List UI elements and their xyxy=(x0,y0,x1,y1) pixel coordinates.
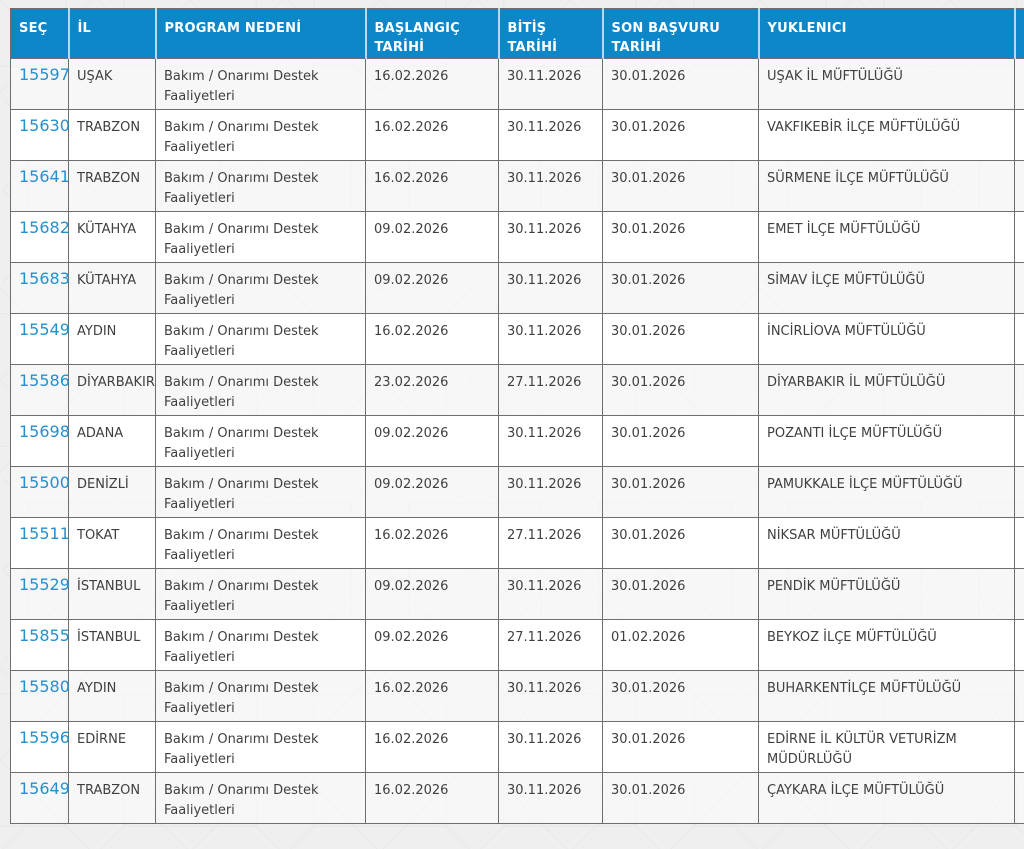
program-cell: Bakım / Onarımı Destek Faaliyetleri xyxy=(156,467,366,518)
extra-cell xyxy=(1015,365,1024,416)
program-cell: Bakım / Onarımı Destek Faaliyetleri xyxy=(156,263,366,314)
sec-cell xyxy=(11,620,69,671)
il-cell: TRABZON xyxy=(69,110,156,161)
yuklenici-cell: SÜRMENE İLÇE MÜFTÜLÜĞÜ xyxy=(759,161,1015,212)
sec-cell xyxy=(11,773,69,824)
il-cell: KÜTAHYA xyxy=(69,263,156,314)
il-cell: DENİZLİ xyxy=(69,467,156,518)
extra-cell xyxy=(1015,467,1024,518)
program-cell: Bakım / Onarımı Destek Faaliyetleri xyxy=(156,518,366,569)
baslangic-cell: 09.02.2026 xyxy=(366,416,499,467)
yuklenici-cell: ÇAYKARA İLÇE MÜFTÜLÜĞÜ xyxy=(759,773,1015,824)
column-header-extra xyxy=(1015,9,1024,59)
yuklenici-cell: BEYKOZ İLÇE MÜFTÜLÜĞÜ xyxy=(759,620,1015,671)
son_basvuru-cell: 30.01.2026 xyxy=(603,467,759,518)
sec-link[interactable]: 15630 xyxy=(19,116,70,135)
extra-cell xyxy=(1015,110,1024,161)
il-cell: AYDIN xyxy=(69,314,156,365)
program-cell: Bakım / Onarımı Destek Faaliyetleri xyxy=(156,416,366,467)
son_basvuru-cell: 30.01.2026 xyxy=(603,722,759,773)
sec-link[interactable]: 15529 xyxy=(19,575,70,594)
sec-link[interactable]: 15698 xyxy=(19,422,70,441)
program-cell: Bakım / Onarımı Destek Faaliyetleri xyxy=(156,110,366,161)
il-cell: TRABZON xyxy=(69,773,156,824)
bitis-cell: 30.11.2026 xyxy=(499,110,603,161)
program-cell: Bakım / Onarımı Destek Faaliyetleri xyxy=(156,569,366,620)
sec-cell xyxy=(11,722,69,773)
table-row xyxy=(11,212,1024,263)
yuklenici-cell: UŞAK İL MÜFTÜLÜĞÜ xyxy=(759,59,1015,110)
column-header-baslangic: BAŞLANGIÇ TARİHİ xyxy=(366,9,499,59)
program-cell: Bakım / Onarımı Destek Faaliyetleri xyxy=(156,722,366,773)
column-header-il: İL xyxy=(69,9,156,59)
sec-link[interactable]: 15641 xyxy=(19,167,70,186)
bitis-cell: 30.11.2026 xyxy=(499,671,603,722)
bitis-cell: 30.11.2026 xyxy=(499,212,603,263)
extra-cell xyxy=(1015,59,1024,110)
table-row xyxy=(11,314,1024,365)
sec-link[interactable]: 15500 xyxy=(19,473,70,492)
extra-cell xyxy=(1015,161,1024,212)
son_basvuru-cell: 30.01.2026 xyxy=(603,773,759,824)
baslangic-cell: 16.02.2026 xyxy=(366,518,499,569)
yuklenici-cell: VAKFIKEBİR İLÇE MÜFTÜLÜĞÜ xyxy=(759,110,1015,161)
bitis-cell: 30.11.2026 xyxy=(499,59,603,110)
bitis-cell: 30.11.2026 xyxy=(499,722,603,773)
table-row xyxy=(11,569,1024,620)
baslangic-cell: 09.02.2026 xyxy=(366,569,499,620)
program-cell: Bakım / Onarımı Destek Faaliyetleri xyxy=(156,620,366,671)
header-row xyxy=(11,9,1024,59)
yuklenici-cell: SİMAV İLÇE MÜFTÜLÜĞÜ xyxy=(759,263,1015,314)
table-row xyxy=(11,518,1024,569)
table-row xyxy=(11,161,1024,212)
baslangic-cell: 09.02.2026 xyxy=(366,467,499,518)
column-header-program: PROGRAM NEDENİ xyxy=(156,9,366,59)
son_basvuru-cell: 30.01.2026 xyxy=(603,671,759,722)
baslangic-cell: 16.02.2026 xyxy=(366,314,499,365)
sec-cell xyxy=(11,263,69,314)
programs-table xyxy=(10,8,1024,824)
il-cell: İSTANBUL xyxy=(69,620,156,671)
il-cell: DİYARBAKIR xyxy=(69,365,156,416)
son_basvuru-cell: 30.01.2026 xyxy=(603,569,759,620)
son_basvuru-cell: 30.01.2026 xyxy=(603,263,759,314)
son_basvuru-cell: 30.01.2026 xyxy=(603,110,759,161)
yuklenici-cell: EMET İLÇE MÜFTÜLÜĞÜ xyxy=(759,212,1015,263)
baslangic-cell: 16.02.2026 xyxy=(366,722,499,773)
sec-link[interactable]: 15580 xyxy=(19,677,70,696)
yuklenici-cell: PENDİK MÜFTÜLÜĞÜ xyxy=(759,569,1015,620)
sec-cell xyxy=(11,314,69,365)
sec-link[interactable]: 15586 xyxy=(19,371,70,390)
sec-link[interactable]: 15683 xyxy=(19,269,70,288)
program-cell: Bakım / Onarımı Destek Faaliyetleri xyxy=(156,365,366,416)
il-cell: ADANA xyxy=(69,416,156,467)
son_basvuru-cell: 30.01.2026 xyxy=(603,161,759,212)
sec-cell xyxy=(11,59,69,110)
il-cell: İSTANBUL xyxy=(69,569,156,620)
sec-link[interactable]: 15511 xyxy=(19,524,70,543)
table-row xyxy=(11,263,1024,314)
table-row xyxy=(11,416,1024,467)
il-cell: TOKAT xyxy=(69,518,156,569)
sec-cell xyxy=(11,212,69,263)
sec-link[interactable]: 15682 xyxy=(19,218,70,237)
table-row xyxy=(11,110,1024,161)
sec-link[interactable]: 15597 xyxy=(19,65,70,84)
sec-link[interactable]: 15549 xyxy=(19,320,70,339)
sec-link[interactable]: 15855 xyxy=(19,626,70,645)
extra-cell xyxy=(1015,416,1024,467)
baslangic-cell: 09.02.2026 xyxy=(366,263,499,314)
yuklenici-cell: EDİRNE İL KÜLTÜR VETURİZM MÜDÜRLÜĞÜ xyxy=(759,722,1015,773)
baslangic-cell: 16.02.2026 xyxy=(366,110,499,161)
sec-cell xyxy=(11,467,69,518)
son_basvuru-cell: 01.02.2026 xyxy=(603,620,759,671)
yuklenici-cell: NİKSAR MÜFTÜLÜĞÜ xyxy=(759,518,1015,569)
sec-link[interactable]: 15596 xyxy=(19,728,70,747)
son_basvuru-cell: 30.01.2026 xyxy=(603,314,759,365)
extra-cell xyxy=(1015,569,1024,620)
bitis-cell: 30.11.2026 xyxy=(499,467,603,518)
program-cell: Bakım / Onarımı Destek Faaliyetleri xyxy=(156,314,366,365)
extra-cell xyxy=(1015,671,1024,722)
program-cell: Bakım / Onarımı Destek Faaliyetleri xyxy=(156,671,366,722)
bitis-cell: 30.11.2026 xyxy=(499,263,603,314)
son_basvuru-cell: 30.01.2026 xyxy=(603,365,759,416)
table-row xyxy=(11,365,1024,416)
son_basvuru-cell: 30.01.2026 xyxy=(603,212,759,263)
extra-cell xyxy=(1015,620,1024,671)
sec-cell xyxy=(11,416,69,467)
son_basvuru-cell: 30.01.2026 xyxy=(603,518,759,569)
table-row xyxy=(11,773,1024,824)
sec-link[interactable]: 15649 xyxy=(19,779,70,798)
sec-cell xyxy=(11,110,69,161)
table-row xyxy=(11,59,1024,110)
program-cell: Bakım / Onarımı Destek Faaliyetleri xyxy=(156,59,366,110)
baslangic-cell: 09.02.2026 xyxy=(366,620,499,671)
program-cell: Bakım / Onarımı Destek Faaliyetleri xyxy=(156,212,366,263)
bitis-cell: 30.11.2026 xyxy=(499,161,603,212)
table-row xyxy=(11,620,1024,671)
yuklenici-cell: POZANTI İLÇE MÜFTÜLÜĞÜ xyxy=(759,416,1015,467)
il-cell: TRABZON xyxy=(69,161,156,212)
baslangic-cell: 16.02.2026 xyxy=(366,59,499,110)
son_basvuru-cell: 30.01.2026 xyxy=(603,416,759,467)
il-cell: UŞAK xyxy=(69,59,156,110)
il-cell: AYDIN xyxy=(69,671,156,722)
bitis-cell: 27.11.2026 xyxy=(499,365,603,416)
bitis-cell: 27.11.2026 xyxy=(499,518,603,569)
yuklenici-cell: DİYARBAKIR İL MÜFTÜLÜĞÜ xyxy=(759,365,1015,416)
il-cell: KÜTAHYA xyxy=(69,212,156,263)
baslangic-cell: 16.02.2026 xyxy=(366,161,499,212)
column-header-bitis: BİTİŞ TARİHİ xyxy=(499,9,603,59)
extra-cell xyxy=(1015,263,1024,314)
sec-cell xyxy=(11,518,69,569)
yuklenici-cell: BUHARKENTİLÇE MÜFTÜLÜĞÜ xyxy=(759,671,1015,722)
extra-cell xyxy=(1015,314,1024,365)
bitis-cell: 30.11.2026 xyxy=(499,416,603,467)
program-cell: Bakım / Onarımı Destek Faaliyetleri xyxy=(156,773,366,824)
il-cell: EDİRNE xyxy=(69,722,156,773)
baslangic-cell: 09.02.2026 xyxy=(366,212,499,263)
son_basvuru-cell: 30.01.2026 xyxy=(603,59,759,110)
program-cell: Bakım / Onarımı Destek Faaliyetleri xyxy=(156,161,366,212)
bitis-cell: 27.11.2026 xyxy=(499,620,603,671)
sec-cell xyxy=(11,365,69,416)
extra-cell xyxy=(1015,212,1024,263)
yuklenici-cell: İNCİRLİOVA MÜFTÜLÜĞÜ xyxy=(759,314,1015,365)
column-header-sec: SEÇ xyxy=(11,9,69,59)
extra-cell xyxy=(1015,722,1024,773)
table-row xyxy=(11,722,1024,773)
baslangic-cell: 23.02.2026 xyxy=(366,365,499,416)
table-row xyxy=(11,671,1024,722)
sec-cell xyxy=(11,671,69,722)
table-row xyxy=(11,467,1024,518)
yuklenici-cell: PAMUKKALE İLÇE MÜFTÜLÜĞÜ xyxy=(759,467,1015,518)
column-header-son_basvuru: SON BAŞVURU TARİHİ xyxy=(603,9,759,59)
baslangic-cell: 16.02.2026 xyxy=(366,671,499,722)
table-body xyxy=(11,59,1024,824)
extra-cell xyxy=(1015,518,1024,569)
sec-cell xyxy=(11,569,69,620)
bitis-cell: 30.11.2026 xyxy=(499,773,603,824)
sec-cell xyxy=(11,161,69,212)
bitis-cell: 30.11.2026 xyxy=(499,314,603,365)
baslangic-cell: 16.02.2026 xyxy=(366,773,499,824)
bitis-cell: 30.11.2026 xyxy=(499,569,603,620)
extra-cell xyxy=(1015,773,1024,824)
column-header-yuklenici: YUKLENICI xyxy=(759,9,1015,59)
